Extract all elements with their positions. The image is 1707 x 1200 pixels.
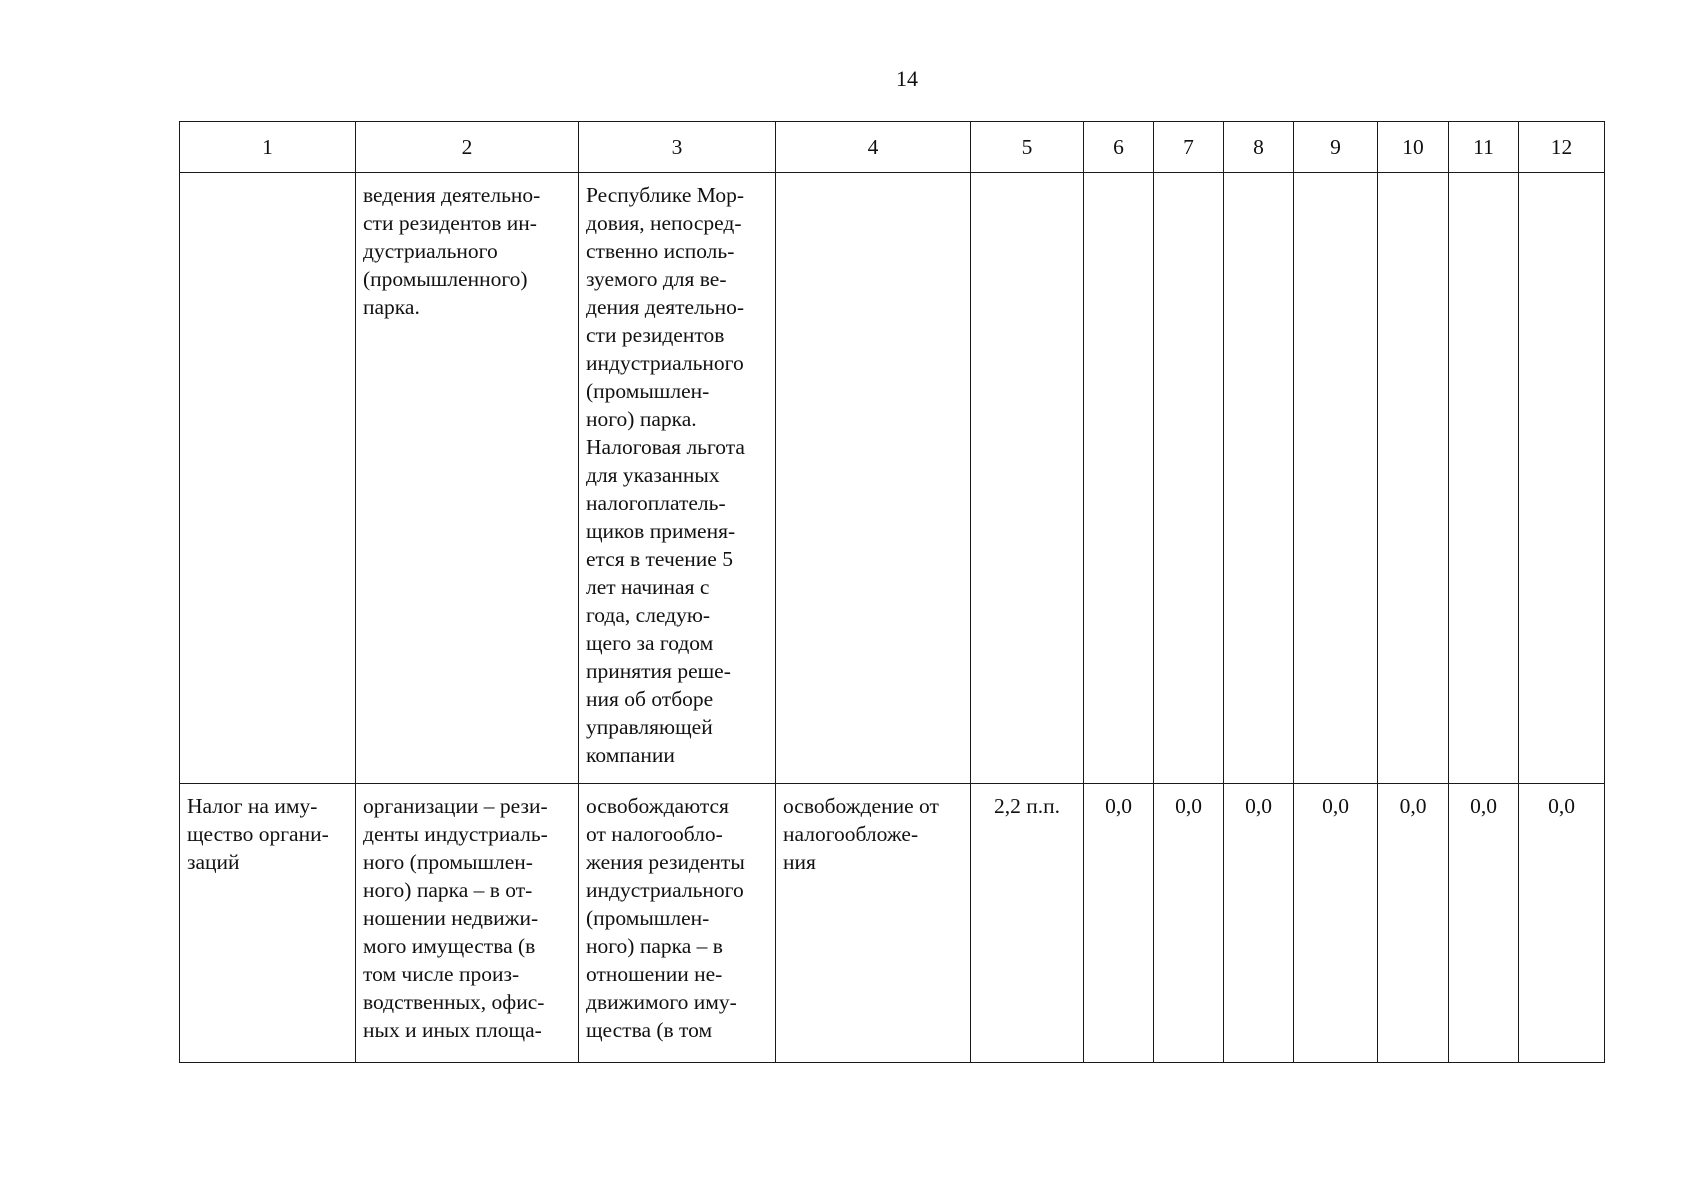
table-cell (1154, 173, 1224, 784)
cell-text: освобождение от налогообложе- ния (783, 794, 939, 874)
cell-text: Республике Мор- довия, непосред- ственно исполь- зуемого для ве- дения деятельно- сти резидентов индустриального (промышлен- ного) парка. Налоговая льгота для указанных налогоплатель- щиков применя- ется в течение 5 лет начиная с года, следую- щего за годом принятия реше- ния об отборе управляющей компании (586, 183, 745, 767)
column-header-1: 1 (180, 122, 356, 173)
cell-text: освобождаются от налогообло- жения резиденты индустриального (промышлен- ного) парка – в отношении не- движимого иму- щества (в том (586, 794, 745, 1042)
cell-text (1224, 173, 1293, 181)
column-header-3: 3 (579, 122, 776, 173)
table-cell (1378, 784, 1449, 1063)
table-cell (1294, 173, 1378, 784)
cell-text: ведения деятельно- сти резидентов ин- дустриального (промышленного) парка. (363, 183, 541, 319)
table-cell (971, 173, 1084, 784)
table-cell (1084, 784, 1154, 1063)
table-cell (1519, 173, 1605, 784)
cell-text (1154, 173, 1223, 181)
table-cell (579, 784, 776, 1063)
table-cell (180, 173, 356, 784)
table-cell (971, 784, 1084, 1063)
table-cell (1449, 173, 1519, 784)
table-cell (1449, 784, 1519, 1063)
header-row (180, 122, 1605, 173)
cell-text: организации – рези- денты индустриаль- ного (промышлен- ного) парка – в от- ношении недвижи- мого имущества (в том числе произ- водственных, офис- ных и иных площа- (363, 794, 548, 1042)
cell-text (1294, 173, 1377, 181)
cell-text: Налог на иму- щество органи- заций (187, 794, 329, 874)
table-cell (776, 784, 971, 1063)
table-cell (356, 173, 579, 784)
column-header-7: 7 (1154, 122, 1224, 173)
column-header-9: 9 (1294, 122, 1378, 173)
column-header-5: 5 (971, 122, 1084, 173)
table-cell (1378, 173, 1449, 784)
table-cell (1224, 784, 1294, 1063)
column-header-4: 4 (776, 122, 971, 173)
column-header-8: 8 (1224, 122, 1294, 173)
column-header-12: 12 (1519, 122, 1605, 173)
cell-text (180, 173, 355, 181)
table-cell (180, 784, 356, 1063)
column-header-10: 10 (1378, 122, 1449, 173)
table-cell (356, 784, 579, 1063)
tax-benefits-table (179, 121, 1605, 1063)
cell-text: 0,0 (1175, 794, 1202, 818)
cell-text: 0,0 (1322, 794, 1349, 818)
table-cell (776, 173, 971, 784)
table-cell (1154, 784, 1224, 1063)
cell-text (1449, 173, 1518, 181)
cell-text: 0,0 (1548, 794, 1575, 818)
table-row (180, 784, 1605, 1063)
table-cell (579, 173, 776, 784)
cell-text (1519, 173, 1604, 181)
cell-text (971, 173, 1083, 181)
cell-text: 0,0 (1470, 794, 1497, 818)
column-header-6: 6 (1084, 122, 1154, 173)
page-number: 14 (896, 66, 918, 91)
cell-text: 2,2 п.п. (993, 794, 1060, 818)
cell-text (1378, 173, 1448, 181)
table-cell (1519, 784, 1605, 1063)
column-header-11: 11 (1449, 122, 1519, 173)
cell-text (776, 173, 970, 181)
table-cell (1294, 784, 1378, 1063)
column-header-2: 2 (356, 122, 579, 173)
cell-text: 0,0 (1399, 794, 1427, 818)
cell-text: 0,0 (1245, 794, 1272, 818)
table-row (180, 173, 1605, 784)
table-cell (1084, 173, 1154, 784)
cell-text: 0,0 (1105, 794, 1132, 818)
cell-text (1084, 173, 1153, 181)
table-cell (1224, 173, 1294, 784)
